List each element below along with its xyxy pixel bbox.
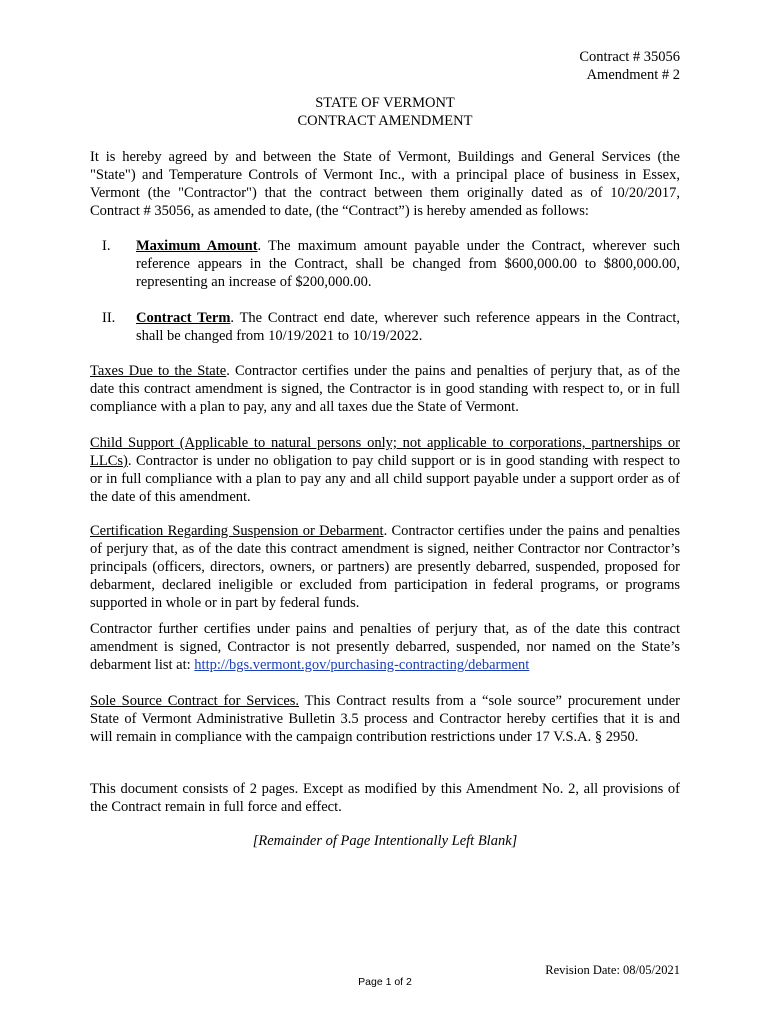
taxes-text: . Contractor certifies under the pains and penalties of perjury that, as of the date this contract amendment is signed, the Contractor is in good standing with respect to, or in full compliance with a plan to pay, any and all taxes due the State of Vermont. [90,363,680,415]
further-text: Contractor further certifies under pains and penalties of perjury that, as of the date this contract amendment is signed, Contractor is not presently debarred, suspended, nor named on the State’s debarment list at: [90,621,680,673]
amendment-item-1 [90,237,680,291]
amendment-item-2 [90,309,680,345]
certification-heading: Certification Regarding Suspension or Debarment [90,523,384,539]
title-line-2: CONTRACT AMENDMENT [297,113,473,129]
item-text: . The maximum amount payable under the Contract, wherever such reference appears in the Contract, shall be changed from $600,000.00 to $800,000.00, representing an increase of $200,000.00. [136,238,680,290]
item-heading: Maximum Amount [136,238,258,254]
further-certification-paragraph [90,620,680,674]
closing-paragraph: This document consists of 2 pages. Except as modified by this Amendment No. 2, all provisions of the Contract remain in full force and effect. [90,781,680,815]
remainder-note: [Remainder of Page Intentionally Left Blank] [252,833,518,849]
page-number: Page 1 of 2 [358,976,412,988]
taxes-paragraph [90,362,680,416]
contract-number: Contract # 35056 [579,49,680,65]
sole-source-text: This Contract results from a “sole source” procurement under State of Vermont Administrative Bulletin 3.5 process and Contractor hereby certifies that it is and will remain in compliance with the campaign contribution restrictions under 17 V.S.A. § 2950. [90,693,680,745]
item-number: II. [102,310,116,326]
child-support-paragraph [90,434,680,506]
certification-text: . Contractor certifies under the pains and penalties of perjury that, as of the date this contract amendment is signed, neither Contractor nor Contractor’s principals (officers, directors, owners, or partners) are presently debarred, suspended, proposed for debarment, declared ineligible or excluded from participation in federal programs, or programs supported in whole or in part by federal funds. [90,523,680,611]
document-title [0,94,770,130]
item-heading: Contract Term [136,310,231,326]
amendment-number: Amendment # 2 [586,67,680,83]
sole-source-heading: Sole Source Contract for Services. [90,693,300,709]
revision-date: Revision Date: 08/05/2021 [545,963,680,977]
sole-source-paragraph [90,692,680,746]
debarment-list-link[interactable]: http://bgs.vermont.gov/purchasing-contracting/debarment [194,657,530,673]
child-support-text: . Contractor is under no obligation to pay child support or is in good standing with respect to or in full compliance with a plan to pay any and all child support payable under a support order as of the date of this amendment. [90,453,680,505]
intro-paragraph: It is hereby agreed by and between the State of Vermont, Buildings and General Services (the "State") and Temperature Controls of Vermont Inc., with a principal place of business in Essex, Vermont (the "Contractor") that the contract between them originally dated as of 10/20/2017, Contract # 35056, as amended to date, (the “Contract”) is hereby amended as follows: [90,149,680,219]
item-text: . The Contract end date, wherever such reference appears in the Contract, shall be changed from 10/19/2021 to 10/19/2022. [136,310,681,344]
child-support-heading: Child Support (Applicable to natural persons only; not applicable to corporations, partnerships or LLCs) [90,435,680,469]
contract-header [579,48,680,84]
taxes-heading: Taxes Due to the State [90,363,227,379]
title-line-1: STATE OF VERMONT [315,95,455,111]
item-number: I. [102,238,111,254]
certification-paragraph [90,522,680,612]
